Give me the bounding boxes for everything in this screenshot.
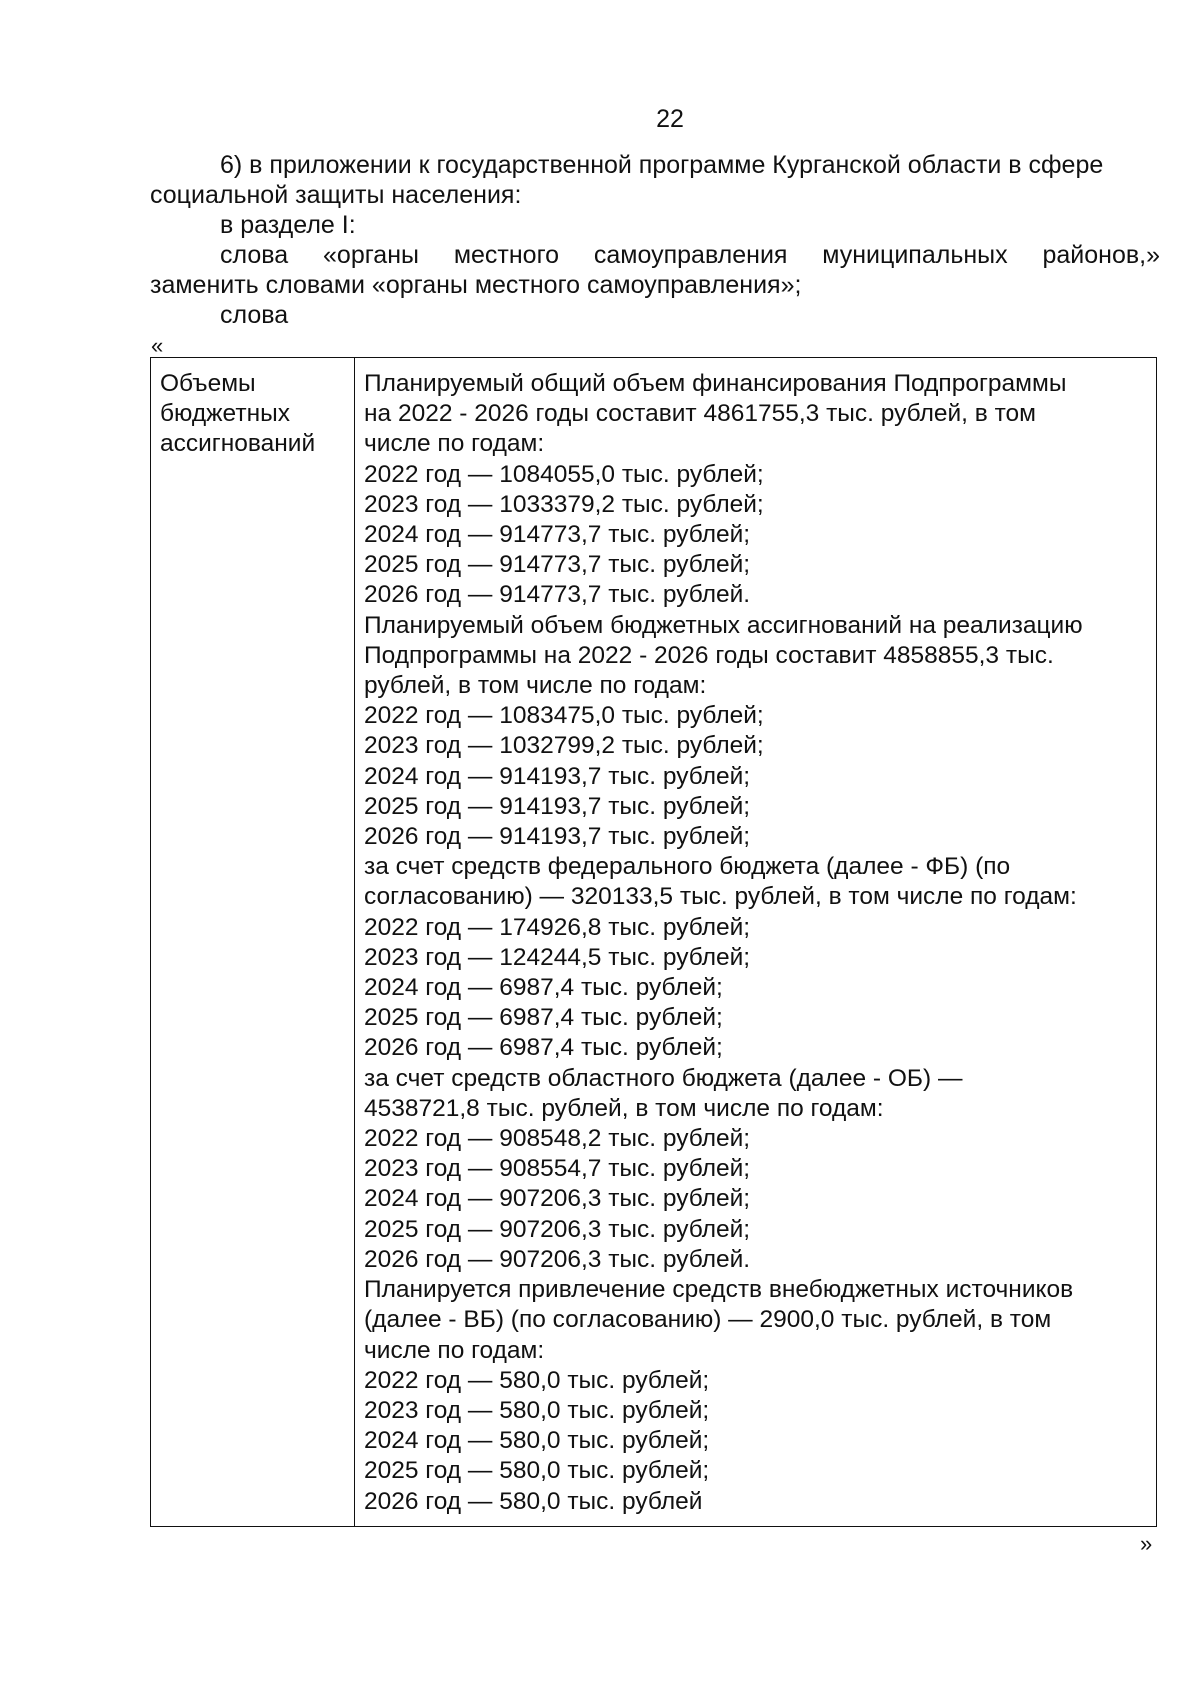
- label-line: бюджетных: [160, 400, 290, 428]
- replace-words-line: слова «органы местного самоуправления муниципальных районов,»: [220, 241, 1160, 269]
- content-line: 2025 год — 907206,3 тыс. рублей;: [364, 1215, 751, 1243]
- content-line: 2026 год — 907206,3 тыс. рублей.: [364, 1245, 751, 1273]
- page-number: 22: [656, 105, 684, 133]
- content-line: 2026 год — 914773,7 тыс. рублей.: [364, 581, 751, 609]
- content-line: 2025 год — 6987,4 тыс. рублей;: [364, 1004, 723, 1032]
- content-line: 2023 год — 1033379,2 тыс. рублей;: [364, 490, 764, 518]
- table-label-cell: [160, 369, 345, 460]
- intro-text: [150, 150, 1160, 330]
- words-line: слова: [220, 301, 289, 329]
- opening-quote: «: [151, 333, 164, 358]
- replace-with-line: заменить словами «органы местного самоуправления»;: [150, 271, 802, 299]
- closing-quote: »: [1140, 1531, 1153, 1556]
- content-line: согласованию) — 320133,5 тыс. рублей, в том числе по годам:: [364, 883, 1077, 911]
- content-line: 2025 год — 914773,7 тыс. рублей;: [364, 551, 751, 579]
- content-line: 4538721,8 тыс. рублей, в том числе по годам:: [364, 1094, 884, 1122]
- content-line: 2026 год — 914193,7 тыс. рублей;: [364, 823, 751, 851]
- content-line: Планируемый объем бюджетных ассигнований на реализацию: [364, 611, 1083, 639]
- content-line: на 2022 - 2026 годы составит 4861755,3 тыс. рублей, в том: [364, 400, 1037, 428]
- content-line: 2022 год — 1084055,0 тыс. рублей;: [364, 460, 764, 488]
- content-line: 2025 год — 914193,7 тыс. рублей;: [364, 792, 751, 820]
- content-line: Подпрограммы на 2022 - 2026 годы составит 4858855,3 тыс.: [364, 641, 1054, 669]
- section-reference: в разделе I:: [220, 211, 356, 239]
- content-line: числе по годам:: [364, 430, 545, 458]
- content-line: 2024 год — 580,0 тыс. рублей;: [364, 1427, 710, 1455]
- content-line: 2023 год — 1032799,2 тыс. рублей;: [364, 732, 764, 760]
- content-line: 2023 год — 124244,5 тыс. рублей;: [364, 943, 751, 971]
- content-line: Планируемый общий объем финансирования Подпрограммы: [364, 370, 1067, 397]
- content-line: 2023 год — 908554,7 тыс. рублей;: [364, 1155, 751, 1183]
- table-content-cell: [364, 369, 1154, 1517]
- content-line: Планируется привлечение средств внебюджетных источников: [364, 1276, 1074, 1304]
- table-column-divider: [354, 357, 355, 1527]
- content-line: 2025 год — 580,0 тыс. рублей;: [364, 1457, 710, 1485]
- content-line: 2024 год — 914773,7 тыс. рублей;: [364, 521, 751, 549]
- content-line: 2024 год — 914193,7 тыс. рублей;: [364, 762, 751, 790]
- content-line: 2026 год — 6987,4 тыс. рублей;: [364, 1034, 723, 1062]
- content-line: рублей, в том числе по годам:: [364, 672, 707, 700]
- label-line: ассигнований: [160, 430, 316, 458]
- content-line: 2024 год — 6987,4 тыс. рублей;: [364, 974, 723, 1002]
- content-line: числе по годам:: [364, 1336, 545, 1364]
- content-line: 2022 год — 580,0 тыс. рублей;: [364, 1366, 710, 1394]
- content-line: 2022 год — 908548,2 тыс. рублей;: [364, 1125, 751, 1153]
- label-line: Объемы: [160, 370, 256, 397]
- amendment-paragraph: 6) в приложении к государственной программе Курганской области в сфере социальной защиты населения:: [150, 151, 1104, 209]
- content-line: 2022 год — 1083475,0 тыс. рублей;: [364, 702, 764, 730]
- content-line: 2023 год — 580,0 тыс. рублей;: [364, 1396, 710, 1424]
- content-line: 2024 год — 907206,3 тыс. рублей;: [364, 1185, 751, 1213]
- content-line: за счет средств областного бюджета (далее - ОБ) —: [364, 1064, 963, 1092]
- content-line: 2026 год — 580,0 тыс. рублей: [364, 1487, 703, 1515]
- content-line: за счет средств федерального бюджета (далее - ФБ) (по: [364, 853, 1011, 881]
- content-line: 2022 год — 174926,8 тыс. рублей;: [364, 913, 751, 941]
- content-line: (далее - ВБ) (по согласованию) — 2900,0 тыс. рублей, в том: [364, 1306, 1052, 1334]
